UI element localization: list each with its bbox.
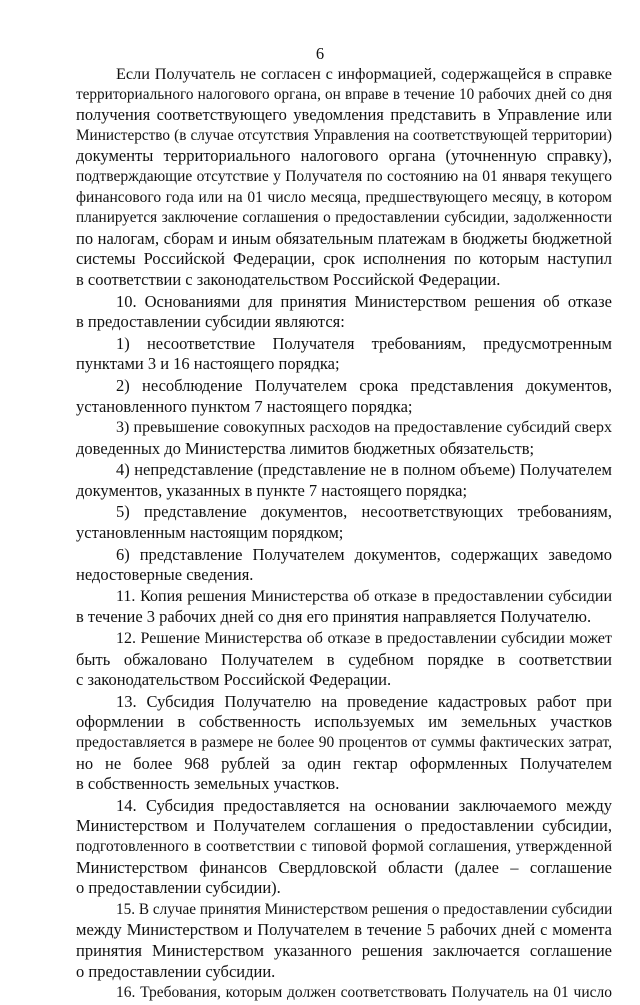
paragraph (76, 900, 612, 982)
paragraph (76, 460, 612, 501)
text-line: в течение 3 рабочих дней со дня его принятия направляется Получателю. (76, 607, 592, 627)
text-line: 3) превышение совокупных расходов на предоставление субсидий сверх (116, 419, 612, 437)
text-line: получения соответствующего уведомления представить в Управление или (76, 105, 612, 125)
text-line: Если Получатель не согласен с информацией, содержащейся в справке (116, 65, 612, 83)
text-line: оформлении в собственность используемых им земельных участков (76, 712, 612, 732)
text-line: подготовленного в соответствии с типовой формой соглашения, утвержденной (76, 837, 612, 855)
text-line: Министерством финансов Свердловской области (далее – соглашение (76, 857, 612, 877)
text-line: 5) представление документов, несоответствующих требованиям, (116, 502, 612, 522)
text-line: 10. Основаниями для принятия Министерством решения об отказе (116, 291, 612, 311)
paragraph (76, 292, 612, 333)
text-line: между Министерством и Получателем в течение 5 рабочих дней с момента (76, 920, 612, 940)
text-line: быть обжаловано Получателем в судебном порядке в соответствии (76, 649, 612, 669)
paragraph (76, 796, 612, 899)
text-line: 1) несоответствие Получателя требованиям, предусмотренным (116, 333, 612, 353)
paragraph (76, 983, 612, 1004)
paragraph (76, 629, 612, 691)
text-line: 11. Копия решения Министерства об отказе в предоставлении субсидии (116, 587, 612, 605)
text-line: Министерством и Получателем соглашения о предоставлении субсидии, (76, 816, 612, 836)
text-line: 2) несоблюдение Получателем срока представления документов, (116, 375, 612, 395)
text-line: 4) непредставление (представление не в полном объеме) Получателем (116, 460, 612, 480)
text-line: о предоставлении субсидии). (76, 878, 281, 898)
text-line: Министерство (в случае отсутствия Управления на соответствующей территории) (76, 126, 612, 144)
text-line: в соответствии с законодательством Российской Федерации. (76, 269, 501, 289)
text-line: документы территориального налогового органа (уточненную справку), (76, 146, 612, 166)
paragraph (76, 587, 612, 628)
text-line: 15. В случае принятия Министерством решения о предоставлении субсидии (116, 900, 613, 918)
text-line: по налогам, сборам и иным обязательным платежам в бюджеты бюджетной (76, 228, 612, 248)
text-line: документов, указанных в пункте 7 настоящего порядка; (76, 480, 468, 500)
text-line: в предоставлении субсидии являются: (76, 312, 345, 332)
text-line: доведенных до Министерства лимитов бюджетных обязательств; (76, 438, 535, 458)
paragraph (76, 545, 612, 586)
text-line: принятия Министерством указанного решения заключается соглашение (76, 940, 612, 960)
paragraph (76, 64, 612, 291)
text-line: установленного пунктом 7 настоящего порядка; (76, 396, 413, 416)
text-line: установленным настоящим порядком; (76, 523, 344, 543)
text-line: недостоверные сведения. (76, 565, 254, 585)
text-line: территориального налогового органа, он вправе в течение 10 рабочих дней со дня (76, 85, 612, 103)
text-line: предоставляется в размере не более 90 процентов от суммы фактических затрат, (76, 734, 612, 751)
page-number: 6 (315, 44, 325, 63)
text-line: но не более 968 рублей за один гектар оформленных Получателем (76, 753, 612, 773)
paragraph (76, 502, 612, 543)
text-line: финансового года или на 01 число месяца, предшествующего месяцу, в котором (76, 188, 612, 206)
text-line: с законодательством Российской Федерации. (76, 670, 392, 690)
text-line: планируется заключение соглашения о предоставлении субсидии, задолженности (76, 209, 612, 227)
text-line: пунктами 3 и 16 настоящего порядка; (76, 354, 340, 374)
paragraph (76, 692, 612, 795)
text-line: 12. Решение Министерства об отказе в предоставлении субсидии может (116, 630, 612, 648)
text-line: о предоставлении субсидии. (76, 961, 276, 981)
text-line: подтверждающие отсутствие у Получателя по состоянию на 01 января текущего (76, 167, 612, 185)
text-line: 14. Субсидия предоставляется на основании заключаемого между (116, 795, 612, 815)
text-line: в собственность земельных участков. (76, 774, 340, 794)
text-line: 6) представление Получателем документов, содержащих заведомо (116, 544, 612, 564)
text-line: системы Российской Федерации, срок исполнения по которым наступил (76, 249, 612, 269)
paragraph (76, 418, 612, 459)
paragraph (76, 334, 612, 375)
text-line: 16. Требования, которым должен соответствовать Получатель на 01 число (116, 984, 612, 1002)
paragraph (76, 376, 612, 417)
document-body (76, 64, 612, 1005)
text-line: 13. Субсидия Получателю на проведение кадастровых работ при (116, 691, 612, 711)
